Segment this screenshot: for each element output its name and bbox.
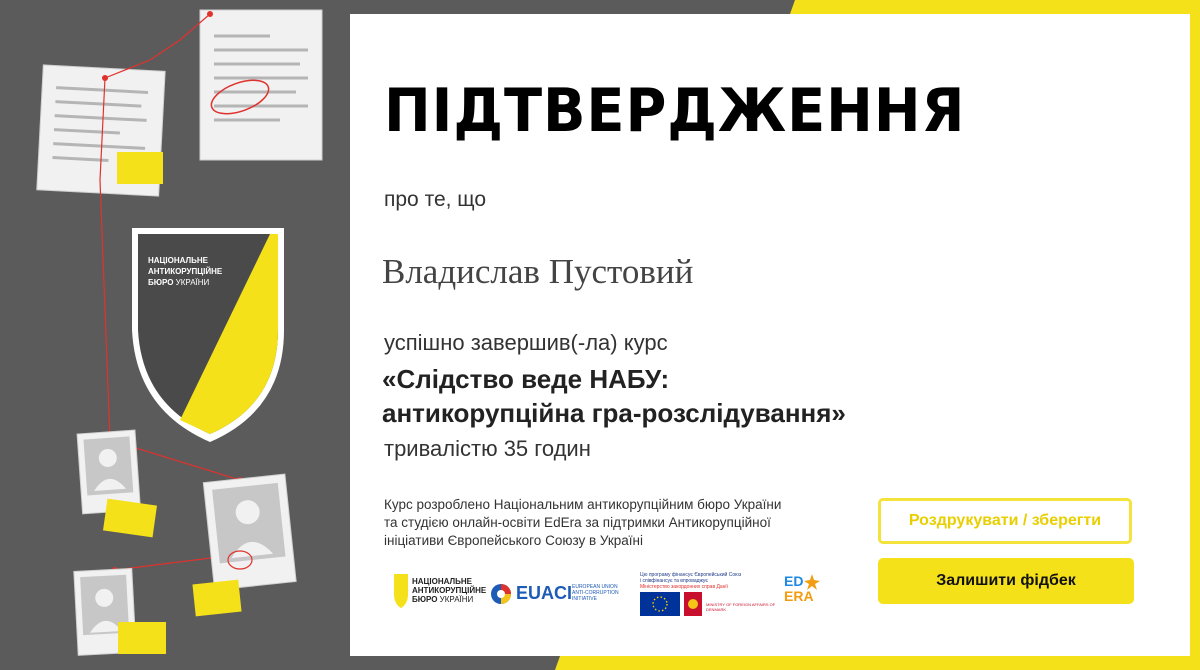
- edera-logo-line1: ED: [784, 573, 804, 589]
- denmark-crest-icon: [684, 592, 702, 616]
- course-credits-note: [384, 496, 854, 550]
- note-line: ініціативи Європейського Союзу в Україні: [384, 533, 644, 548]
- note-line: та студією онлайн-освіти EdEra за підтримки Антикорупційної: [384, 515, 771, 530]
- euaci-logo-sub2: ANTI-CORRUPTION: [572, 590, 619, 596]
- certificate-heading: ПІДТВЕРДЖЕННЯ: [384, 76, 966, 146]
- euaci-logo-sub1: EUROPEAN UNION: [572, 584, 618, 590]
- sticky-note: [103, 499, 157, 538]
- nabu-shield-emblem: [132, 228, 284, 442]
- sticky-note: [192, 580, 241, 617]
- eu-mfa-line3: Міністерство закордонних справ Данії: [640, 584, 728, 590]
- nabu-logo-line3: БЮРО УКРАЇНИ: [412, 595, 474, 604]
- eu-mfa-line1: Цю програму фінансує Європейський Союз: [640, 572, 742, 578]
- edera-logo: [784, 574, 826, 610]
- eu-mfa-line2: і співфінансує та впроваджує: [640, 578, 708, 584]
- duration-text: тривалістю 35 годин: [384, 436, 591, 461]
- sticky-note: [118, 622, 166, 654]
- euaci-logo-name: EUACI: [516, 583, 573, 603]
- intro-text: про те, що: [384, 188, 487, 211]
- shield-text-line3: БЮРО УКРАЇНИ: [148, 278, 210, 287]
- certificate-card: [350, 14, 1190, 656]
- investigation-board-illustration: [0, 0, 350, 670]
- shield-text-line2: АНТИКОРУПЦІЙНЕ: [148, 267, 223, 276]
- course-title-line1: «Слідство веде НАБУ:: [382, 364, 670, 394]
- eu-denmark-mfa-logo: [640, 572, 790, 618]
- euaci-logo-mark-icon: [490, 583, 512, 605]
- nabu-logo-line2: АНТИКОРУПЦІЙНЕ: [412, 586, 487, 595]
- completed-text: успішно завершив(-ла) курс: [384, 330, 668, 355]
- note-line: Курс розроблено Національним антикорупційним бюро України: [384, 497, 782, 512]
- edera-star-icon: [804, 574, 820, 590]
- nabu-logo: [394, 574, 487, 610]
- recipient-name: Владислав Пустовий: [382, 252, 694, 291]
- person-photo-icon: [203, 474, 296, 590]
- sticky-note: [117, 152, 163, 184]
- eu-mfa-side-text: MINISTRY OF FOREIGN AFFAIRS OF DENMARK: [706, 602, 776, 612]
- edera-logo-line2: ERA: [784, 588, 814, 604]
- document-icon: [200, 10, 322, 160]
- shield-text-line1: НАЦІОНАЛЬНЕ: [148, 256, 208, 265]
- print-save-button[interactable]: Роздрукувати / зберегти: [878, 498, 1132, 544]
- nabu-logo-line1: НАЦІОНАЛЬНЕ: [412, 577, 472, 586]
- nabu-logo-mark-icon: [394, 574, 408, 608]
- euaci-logo-sub3: INITIATIVE: [572, 596, 597, 602]
- course-title-line2: антикорупційна гра-розслідування»: [382, 398, 846, 428]
- euaci-logo: [490, 580, 620, 608]
- eu-flag-icon: [640, 592, 680, 616]
- feedback-button[interactable]: Залишити фідбек: [878, 558, 1134, 604]
